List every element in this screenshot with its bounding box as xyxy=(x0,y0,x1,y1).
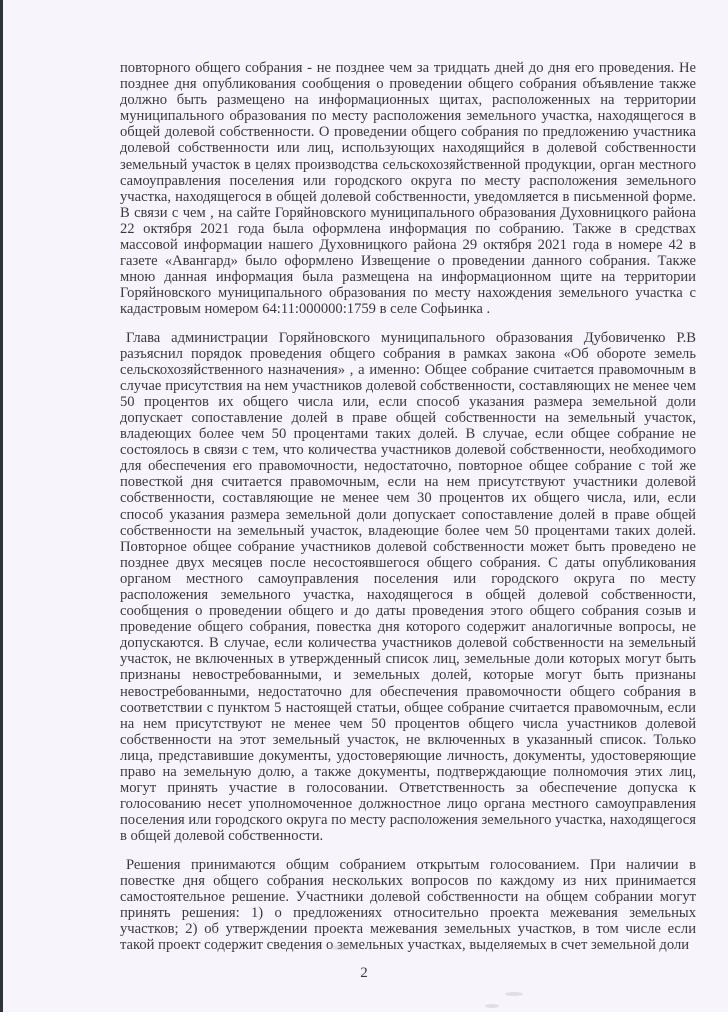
scan-edge xyxy=(0,0,3,1012)
scan-smudge xyxy=(330,945,352,950)
document-body xyxy=(120,60,696,953)
page-number: 2 xyxy=(360,965,368,981)
paragraph-decisions: Решения принимаются общим собранием открытым голосованием. При наличии в повестке дня общего собрания нескольких вопросов по каждому из них принимается самостоятельное решение. Участники долевой собственности на общем собрании могут принять решения: 1) о предложениях относительно проекта межевания земельных участков; 2) об утверждении проекта межевания земельных участков, в том числе если такой проект содержит сведения о земельных участках, выделяемых в счет земельной доли xyxy=(120,856,696,953)
scan-smudge xyxy=(485,1004,499,1008)
paragraph-quorum-rules: Глава администрации Горяйновского муниципального образования Дубовиченко Р.В разъяснил порядок проведения общего собрания в рамках закона «Об обороте земель сельскохозяйственного назначения» , а именно: Общее собрание считается правомочным в случае присутствия на нем участников долевой собственности, составляющих не менее чем 50 процентов их общего числа или, если способ указания размера земельной доли допускает сопоставление долей в праве общей собственности на земельный участок, владеющих более чем 50 процентами таких долей. В случае, если общее собрание не состоялось в связи с тем, что количества участников долевой собственности, необходимого для обеспечения его правомочности, недостаточно, повторное общее собрание с той же повесткой дня считается правомочным, если на нем присутствуют участники долевой собственности, составляющие не менее чем 30 процентов их общего числа, или, если способ указания размера земельной доли допускает сопоставление долей в праве общей собственности на земельный участок, владеющие более чем 50 процентами таких долей. Повторное общее собрание участников долевой собственности может быть проведено не позднее двух месяцев после несостоявшегося общего собрания. С даты опубликования органом местного самоуправления поселения или городского округа по месту расположения земельного участка, находящегося в общей долевой собственности, сообщения о проведении общего и до даты проведения этого общего собрания созыв и проведение общего собрания, повестка дня которого содержит аналогичные вопросы, не допускаются. В случае, если количества участников долевой собственности на земельный участок, не включенных в утвержденный список лиц, земельные доли которых могут быть признаны невостребованными, и земельных долей, которые могут быть признаны невостребованными, недостаточно для обеспечения правомочности общего собрания в соответствии с пунктом 5 настоящей статьи, общее собрание считается правомочным, если на нем присутствуют не менее чем 50 процентов общего числа участников долевой собственности на этот земельный участок, не включенных в указанный список. Только лица, представившие документы, удостоверяющие личность, документы, удостоверяющие право на земельную долю, а также документы, подтверждающие полномочия этих лиц, могут принять участие в голосовании. Ответственность за обеспечение допуска к голосованию несет уполномоченное должностное лицо органа местного самоуправления поселения или городского округа по месту расположения земельного участка, находящегося в общей долевой собственности. xyxy=(120,329,696,845)
scan-smudge xyxy=(505,992,523,996)
paragraph-meeting-notice: повторного общего собрания - не позднее чем за тридцать дней до дня его проведения. Не позднее дня опубликования сообщения о проведении общего собрания объявление также должно быть размещено на информационных щитах, расположенных на территории муниципального образования по месту расположения земельного участка, находящегося в общей долевой собственности. О проведении общего собрания по предложению участника долевой собственности или лиц, использующих находящийся в долевой собственности земельный участок в целях производства сельскохозяйственной продукции, орган местного самоуправления поселения или городского округа по месту расположения земельного участка, находящегося в общей долевой собственности, уведомляется в письменной форме. В связи с чем , на сайте Горяйновского муниципального образования Духовницкого района 22 октября 2021 года была оформлена информация по собранию. Также в средствах массовой информации нашего Духовницкого района 29 октября 2021 года в номере 42 в газете «Авангард» было оформлено Извещение о проведении данного собрания. Также мною данная информация была размещена на информационном щите на территории Горяйновского муниципального образования по месту нахождения земельного участка с кадастровым номером 64:11:000000:1759 в селе Софьинка . xyxy=(120,60,696,318)
